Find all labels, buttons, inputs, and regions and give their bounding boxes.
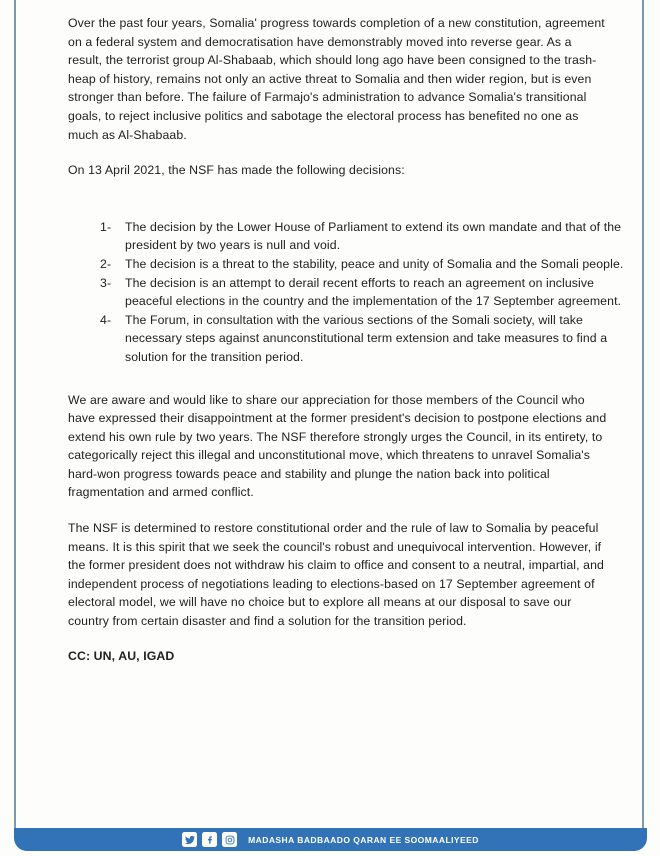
footer-bar: [14, 828, 647, 851]
decision-list: [68, 218, 638, 367]
decision-text: The decision is an attempt to derail recent efforts to reach an agreement on inclusive peaceful elections in the country and the implementation of the 17 September agreement.: [125, 275, 622, 309]
decision-number: 4-: [100, 312, 112, 327]
paragraph-intro: Over the past four years, Somalia' progress towards completion of a new constitution, agreement on a federal system and democratisation have demonstrably moved into reverse gear. As a result, the terrorist group Al-Shabaab, which should long ago have been consigned to the trash-heap of history, remains not only an active threat to Somalia and then wider region, but is even stronger than before. The failure of Farmajo's administration to advance Somalia's transitional goals, to reject inclusive politics and sabotage the electoral process has benefited no one as much as Al-Shabaab.: [68, 16, 605, 142]
instagram-icon[interactable]: [222, 832, 237, 847]
facebook-icon[interactable]: [202, 832, 217, 847]
decision-number: 1-: [100, 219, 112, 234]
decision-text: The Forum, in consultation with the various sections of the Somali society, will take necessary steps against anunconstitutional term extension and take measures to find a solution for the transition period.: [125, 312, 608, 364]
decision-item: [100, 311, 638, 367]
decision-item: [100, 218, 638, 255]
decision-number: 3-: [100, 275, 112, 290]
decision-number: 2-: [100, 256, 112, 271]
paragraph-nsf-determined: The NSF is determined to restore constitutional order and the rule of law to Somalia by peaceful means. It is this spirit that we seek the council's robust and unequivocal intervention. However, if the former president does not withdraw his claim to office and consent to a neutral, impartial, and independent process of negotiations leading to elections-based on 17 September agreement of electoral model, we will have no choice but to explore all means at our disposal to save our country from certain disaster and find a solution for the transition period.: [68, 521, 604, 629]
decision-text: The decision by the Lower House of Parliament to extend its own mandate and that of the president by two years is null and void.: [125, 219, 622, 253]
decision-text: The decision is a threat to the stability, peace and unity of Somalia and the Somali people.: [125, 256, 624, 271]
decision-item: [100, 274, 638, 311]
decision-item: [100, 255, 638, 274]
cc-line: CC: UN, AU, IGAD: [68, 648, 175, 663]
twitter-icon[interactable]: [182, 832, 197, 847]
footer-organization-label: MADASHA BADBAADO QARAN EE SOOMAALIYEED: [248, 834, 479, 845]
paragraph-decisions-intro: On 13 April 2021, the NSF has made the following decisions:: [68, 163, 405, 178]
paragraph-council-appreciation: We are aware and would like to share our appreciation for those members of the Council who have expressed their disappointment at the former president's decision to postpone elections and extend his own rule by two years. The NSF therefore strongly urges the Council, in its entirety, to categorically reject this illegal and unconstitutional move, which threatens to unravel Somalia's hard-won progress towards peace and stability and plunge the nation back into political fragmentation and armed conflict.: [68, 392, 607, 500]
